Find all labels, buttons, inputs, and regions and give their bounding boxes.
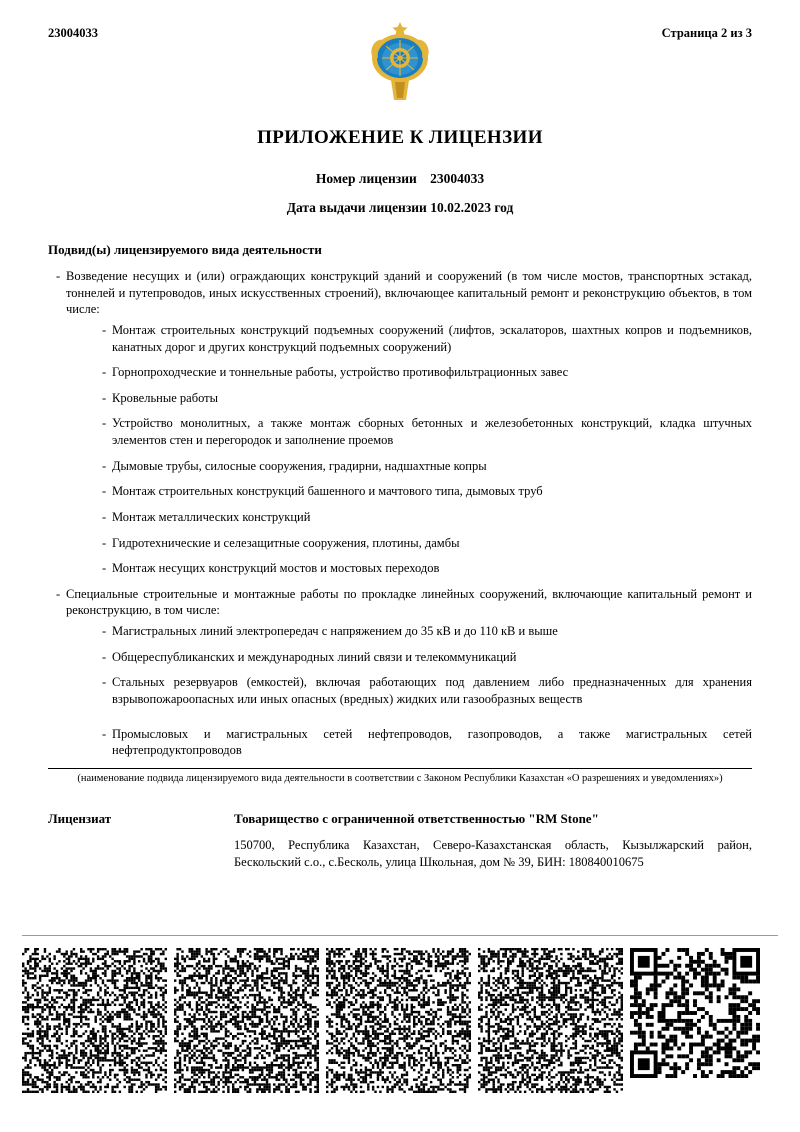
- list-item: - Промысловых и магистральных сетей нефтепроводов, газопроводов, а также магистральных сетей нефтепродуктопроводов: [102, 726, 752, 759]
- licensee-label: Лицензиат: [48, 811, 112, 827]
- subtype-group-text: - Возведение несущих и (или) ограждающих конструкций зданий и сооружений (в том числе мостов, транспортных эстакад, тоннелей и путепроводов, иных искусственных строений), включающее капитальный ремонт и реконструкцию объектов, в том числе:: [66, 269, 752, 316]
- license-number-value: 23004033: [430, 171, 485, 186]
- datamatrix-code-2: [174, 948, 319, 1093]
- license-date-line: [48, 200, 752, 216]
- list-item: - Гидротехнические и селезащитные сооружения, плотины, дамбы: [102, 535, 752, 552]
- list-item: - Стальных резервуаров (емкостей), включая работающих под давлением либо предназначенных для хранения взрывопожароопасных или иных опасных (вредных) жидких или газообразных веществ: [102, 674, 752, 707]
- subtype-group: [56, 586, 752, 759]
- list-item: - Монтаж строительных конструкций подъемных сооружений (лифтов, эскалаторов, шахтных копров и подъемников, канатных дорог и других конструкций подъемных сооружений): [102, 322, 752, 355]
- datamatrix-code-4: [478, 948, 623, 1093]
- licensee-address: 150700, Республика Казахстан, Северо-Казахстанская область, Кызылжарский район, Бескольский с.о., с.Бесколь, улица Школьная, дом № 39, БИН: 180840010675: [234, 838, 752, 870]
- list-item: - Монтаж строительных конструкций башенного и мачтового типа, дымовых труб: [102, 483, 752, 500]
- subtype-sublist: [66, 623, 752, 759]
- codes-row: [22, 948, 778, 1093]
- codes-divider: [22, 935, 778, 936]
- list-item: - Дымовые трубы, силосные сооружения, градирни, надшахтные копры: [102, 458, 752, 475]
- subtypes-heading: Подвид(ы) лицензируемого вида деятельности: [48, 242, 322, 257]
- list-item: - Горнопроходческие и тоннельные работы, устройство противофильтрационных завес: [102, 364, 752, 381]
- list-item: - Общереспубликанских и международных линий связи и телекоммуникаций: [102, 649, 752, 666]
- datamatrix-code-3: [326, 948, 471, 1093]
- subtypes-list: [48, 268, 752, 759]
- subtype-group: [56, 268, 752, 577]
- list-item: - Монтаж несущих конструкций мостов и мостовых переходов: [102, 560, 752, 577]
- list-item: - Монтаж металлических конструкций: [102, 509, 752, 526]
- licensee-section: [48, 811, 752, 871]
- license-number-line: [48, 171, 752, 187]
- subtype-group-text: - Специальные строительные и монтажные работы по прокладке линейных сооружений, включающие капитальный ремонт и реконструкцию, в том числе:: [66, 587, 752, 618]
- list-item: - Магистральных линий электропередач с напряжением до 35 кВ и до 110 кВ и выше: [102, 623, 752, 640]
- datamatrix-code-1: [22, 948, 167, 1093]
- licensee-name: Товарищество с ограниченной ответственностью "RM Stone": [234, 811, 599, 827]
- license-date-label: Дата выдачи лицензии: [286, 200, 427, 215]
- page-indicator: Страница 2 из 3: [661, 26, 752, 40]
- license-date-value: 10.02.2023 год: [430, 200, 514, 215]
- qr-code: [630, 948, 760, 1078]
- licensee-details: [234, 811, 752, 871]
- license-number-label: Номер лицензии: [315, 171, 417, 186]
- page-title: ПРИЛОЖЕНИЕ К ЛИЦЕНЗИИ: [257, 127, 543, 148]
- subtypes-footnote: (наименование подвида лицензируемого вида деятельности в соответствии с Законом Республики Казахстан «О разрешениях и уведомлениях»): [48, 768, 752, 786]
- document-number: 23004033: [48, 26, 98, 40]
- list-item: - Устройство монолитных, а также монтаж сборных бетонных и железобетонных конструкций, кладка штучных элементов стен и перегородок и заполнение проемов: [102, 415, 752, 448]
- list-item: - Кровельные работы: [102, 390, 752, 407]
- page-header: [48, 22, 752, 41]
- subtype-sublist: [66, 322, 752, 577]
